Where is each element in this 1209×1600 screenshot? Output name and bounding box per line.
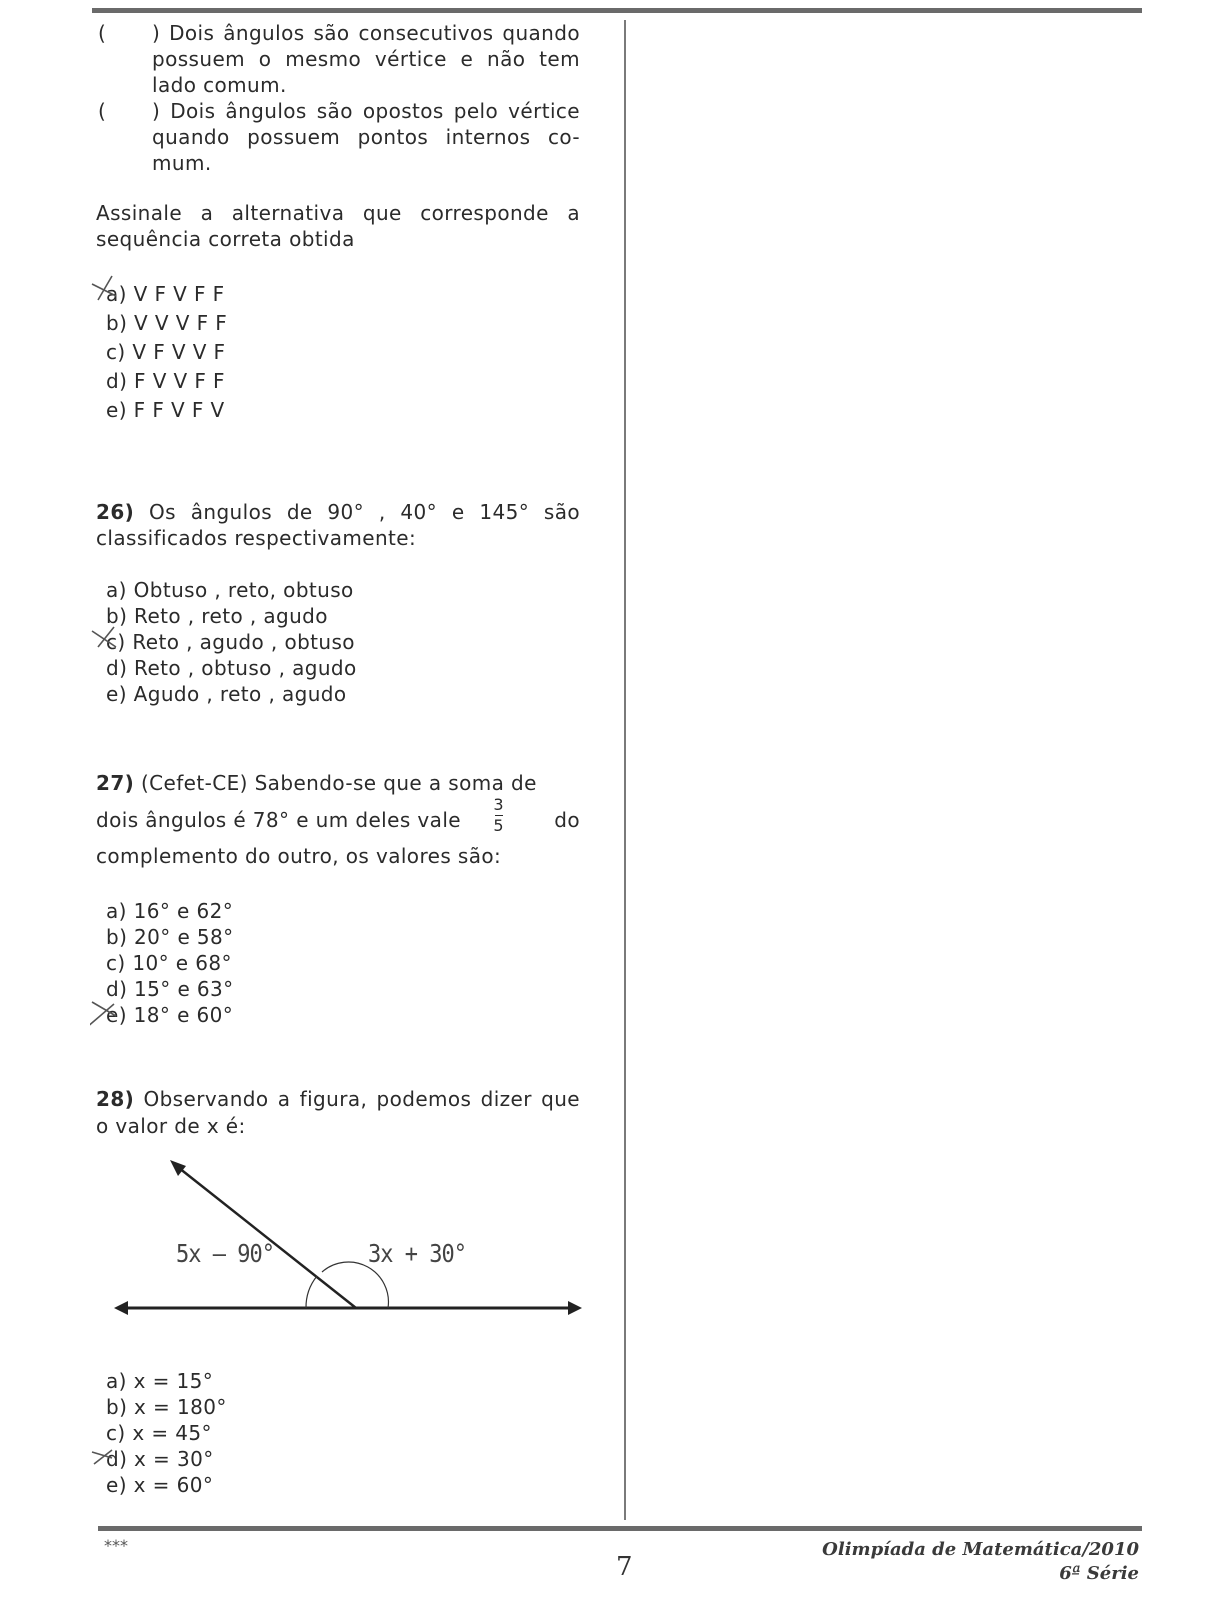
option-item[interactable] — [106, 577, 580, 603]
q26-question — [96, 499, 580, 551]
bottom-rule — [98, 1526, 1142, 1531]
statement-text: ) Dois ângulos são consecutivos quando possuem o mesmo vértice e não tem lado comum. — [152, 21, 580, 97]
option-item[interactable] — [106, 396, 580, 425]
page-number: 7 — [616, 1552, 633, 1582]
q27-options — [96, 898, 580, 1028]
option-label: e) 18° e 60° — [106, 1003, 234, 1027]
angle-label-right: 3x + 30° — [368, 1240, 466, 1269]
footer-grade: 6ª Série — [1059, 1563, 1139, 1584]
option-item[interactable] — [106, 681, 580, 707]
option-label: c) 10° e 68° — [106, 951, 232, 975]
option-label: e) Agudo , reto , agudo — [106, 682, 347, 706]
option-item[interactable] — [106, 1472, 580, 1498]
option-label: a) 16° e 62° — [106, 899, 234, 923]
question-text-line1: (Cefet-CE) Sabendo-se que a soma de — [140, 771, 537, 795]
option-label: d) x = 30° — [106, 1447, 214, 1471]
question-text: Observando a figura, podemos dizer que o valor de x é: — [96, 1087, 581, 1138]
statement-item — [96, 98, 580, 176]
q25-prompt: Assinale a alternativa que corresponde a sequência correta obtida — [96, 201, 580, 251]
statement-text: ) Dois ângulos são opostos pelo vértice quando possuem pontos internos co-mum. — [152, 99, 580, 175]
footer-title: Olimpíada de Matemática/2010 — [822, 1539, 1139, 1560]
question-text-line3: complemento do outro, os valores são: — [96, 844, 502, 868]
option-item[interactable] — [106, 1394, 580, 1420]
option-item[interactable] — [106, 280, 580, 309]
option-item[interactable] — [106, 367, 580, 396]
option-item[interactable] — [106, 338, 580, 367]
option-item[interactable] — [106, 1368, 580, 1394]
footer-stars: *** — [104, 1536, 128, 1555]
q25-options — [96, 280, 580, 425]
option-label: c) V F V V F — [106, 340, 226, 364]
option-label: a) x = 15° — [106, 1369, 214, 1393]
option-item[interactable] — [106, 976, 580, 1002]
option-label: c) x = 45° — [106, 1421, 212, 1445]
top-rule — [92, 8, 1142, 13]
option-item[interactable] — [106, 655, 580, 681]
option-label: a) Obtuso , reto, obtuso — [106, 578, 354, 602]
column-divider — [624, 20, 626, 1520]
option-label: b) x = 180° — [106, 1395, 227, 1419]
fraction-denominator: 5 — [493, 816, 504, 835]
option-label: b) V V V F F — [106, 311, 228, 335]
option-label: e) F F V F V — [106, 398, 225, 422]
footer-title-block — [822, 1538, 1139, 1586]
angle-label-left: 5x – 90° — [176, 1240, 274, 1269]
option-item[interactable] — [106, 898, 580, 924]
q27-question — [96, 765, 580, 874]
option-item[interactable] — [106, 603, 580, 629]
q26-options — [96, 577, 580, 707]
option-item[interactable] — [106, 629, 580, 655]
option-item[interactable] — [106, 1420, 580, 1446]
fraction-numerator: 3 — [493, 795, 504, 814]
option-label: b) 20° e 58° — [106, 925, 234, 949]
q28-question — [96, 1086, 580, 1140]
option-label: a) V F V F F — [106, 282, 225, 306]
statement-item — [96, 20, 580, 98]
question-number: 26) — [96, 500, 135, 524]
fraction — [493, 797, 504, 834]
left-column — [96, 20, 580, 1498]
option-label: e) x = 60° — [106, 1473, 214, 1497]
option-label: d) F V V F F — [106, 369, 225, 393]
option-label: c) Reto , agudo , obtuso — [106, 630, 355, 654]
question-number: 27) — [96, 771, 135, 795]
option-label: b) Reto , reto , agudo — [106, 604, 328, 628]
angle-figure — [110, 1156, 590, 1326]
question-text-line2-end: do — [554, 807, 580, 832]
answer-paren: ( — [98, 99, 107, 123]
question-number: 28) — [96, 1087, 135, 1111]
q28-options — [96, 1368, 580, 1498]
option-item[interactable] — [106, 309, 580, 338]
option-item[interactable] — [106, 950, 580, 976]
option-label: d) Reto , obtuso , agudo — [106, 656, 357, 680]
option-item[interactable] — [106, 1002, 580, 1028]
question-text-line2: dois ângulos é 78° e um deles vale — [96, 807, 461, 832]
question-text: Os ângulos de 90° , 40° e 145° são classificados respectivamente: — [96, 500, 580, 550]
answer-paren: ( — [98, 21, 107, 45]
option-item[interactable] — [106, 924, 580, 950]
option-label: d) 15° e 63° — [106, 977, 234, 1001]
option-item[interactable] — [106, 1446, 580, 1472]
